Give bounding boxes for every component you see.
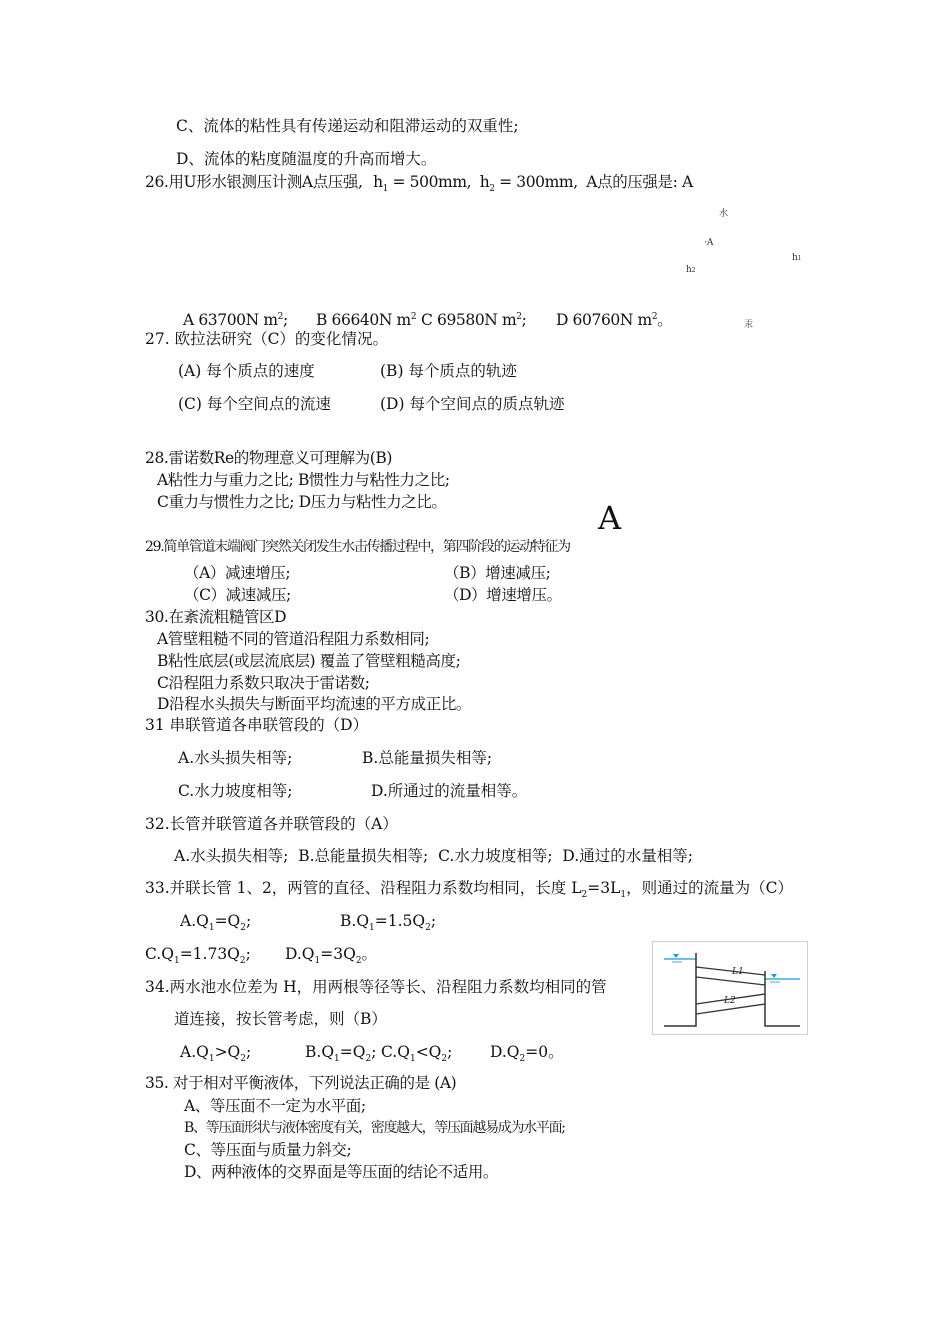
fig-water-label: 水 bbox=[719, 209, 729, 219]
question-34: 34.两水池水位差为 H，用两根等径等长、沿程阻力系数均相同的管 bbox=[145, 978, 607, 996]
question-29: 29.简单管道末端阀门突然关闭发生水击传播过程中，第四阶段的运动特征为 bbox=[145, 539, 570, 555]
q31-option-c: C.水力坡度相等; bbox=[178, 782, 293, 800]
question-34-cont: 道连接，按长管考虑，则（B） bbox=[174, 1010, 387, 1028]
q34-option-b: $B.Q_1=Q_2$; bbox=[305, 1043, 377, 1064]
q26-option-a: A 63700N $m^2$; bbox=[183, 311, 288, 329]
q30-option-d: D沿程水头损失与断面平均流速的平方成正比。 bbox=[157, 695, 472, 713]
q29-option-d: （D）增速增压。 bbox=[444, 586, 562, 604]
q29-option-b: （B）增速减压; bbox=[444, 564, 551, 582]
q35-option-c: C、等压面与质量力斜交; bbox=[184, 1141, 352, 1159]
q33-option-d: $D.Q_1=3Q_2$。 bbox=[285, 945, 378, 966]
q35-option-a: A、等压面不一定为水平面; bbox=[184, 1097, 366, 1115]
question-33: 33.并联长管 1、2，两管的直径、沿程阻力系数均相同，长度 $L_2=3L_1$，则通过的流量为（C） bbox=[145, 879, 794, 900]
q31-option-d: D.所通过的流量相等。 bbox=[371, 782, 528, 800]
q28-options-cd: C重力与惯性力之比; D压力与粘性力之比。 bbox=[157, 493, 447, 511]
q35-option-b: B、等压面形状与液体密度有关，密度越大，等压面越易成为水平面; bbox=[184, 1120, 565, 1136]
question-31: 31 串联管道各串联管段的（D） bbox=[145, 716, 369, 734]
option-c-text: C、流体的粘性具有传递运动和阻滞运动的双重性; bbox=[176, 117, 519, 135]
fig-h1-label: h1 bbox=[792, 253, 802, 263]
q32-options: A.水头损失相等; B.总能量损失相等; C.水力坡度相等; D.通过的水量相等; bbox=[174, 847, 693, 865]
q33-option-a: $A.Q_1=Q_2$; bbox=[180, 912, 252, 933]
question-28: 28.雷诺数Re的物理意义可理解为(B) bbox=[145, 449, 392, 467]
q26-option-d: D 60760N $m^2$。 bbox=[556, 311, 673, 329]
q27-option-d: (D) 每个空间点的质点轨迹 bbox=[380, 395, 565, 413]
q27-option-b: (B) 每个质点的轨迹 bbox=[380, 362, 517, 380]
q35-option-d: D、两种液体的交界面是等压面的结论不适用。 bbox=[184, 1163, 499, 1181]
question-32: 32.长管并联管道各并联管段的（A） bbox=[145, 815, 398, 833]
q26-option-b: B 66640N $m^2$ bbox=[316, 311, 417, 329]
q28-options-ab: A粘性力与重力之比; B惯性力与粘性力之比; bbox=[157, 471, 450, 489]
pipe-l1-label: L1 bbox=[732, 967, 744, 977]
q34-option-a: $A.Q_1>Q_2$; bbox=[180, 1043, 252, 1064]
fig-point-a-label: ·A bbox=[704, 238, 714, 248]
q27-option-c: (C) 每个空间点的流速 bbox=[178, 395, 331, 413]
question-30: 30.在紊流粗糙管区D bbox=[145, 608, 287, 626]
q30-option-c: C沿程阻力系数只取决于雷诺数; bbox=[157, 674, 370, 692]
q34-option-c: $C.Q_1<Q_2$; bbox=[381, 1043, 453, 1064]
q33-option-c: $C.Q_1=1.73Q_2$; bbox=[145, 945, 251, 966]
q27-option-a: (A) 每个质点的速度 bbox=[178, 362, 315, 380]
q26-option-c: C 69580N $m^2$; bbox=[421, 311, 527, 329]
fig-mercury-label: 汞 bbox=[744, 320, 754, 330]
pipe-l2-label: L2 bbox=[724, 996, 736, 1006]
question-27: 27. 欧拉法研究（C）的变化情况。 bbox=[145, 330, 388, 348]
q31-option-a: A.水头损失相等; bbox=[178, 749, 293, 767]
q30-option-a: A管壁粗糙不同的管道沿程阻力系数相同; bbox=[157, 630, 430, 648]
q33-option-b: $B.Q_1=1.5Q_2$; bbox=[340, 912, 437, 933]
q34-option-d: $D.Q_2=0$。 bbox=[490, 1043, 564, 1064]
q30-option-b: B粘性底层(或层流底层) 覆盖了管壁粗糙高度; bbox=[157, 652, 461, 670]
q29-option-c: （C）减速减压; bbox=[184, 586, 291, 604]
option-d-text: D、流体的粘度随温度的升高而增大。 bbox=[176, 150, 437, 168]
question-26: 26.用U形水银测压计测A点压强, $h_1 = 500mm$, $h_2 = 300mm$, A点的压强是: A bbox=[145, 173, 693, 194]
question-35: 35. 对于相对平衡液体，下列说法正确的是 (A) bbox=[145, 1074, 457, 1092]
q34-pipe-figure bbox=[652, 941, 808, 1035]
fig-h2-label: h2 bbox=[686, 265, 696, 275]
q31-option-b: B.总能量损失相等; bbox=[362, 749, 493, 767]
stray-letter-a: A bbox=[598, 499, 622, 537]
q29-option-a: （A）减速增压; bbox=[184, 564, 291, 582]
